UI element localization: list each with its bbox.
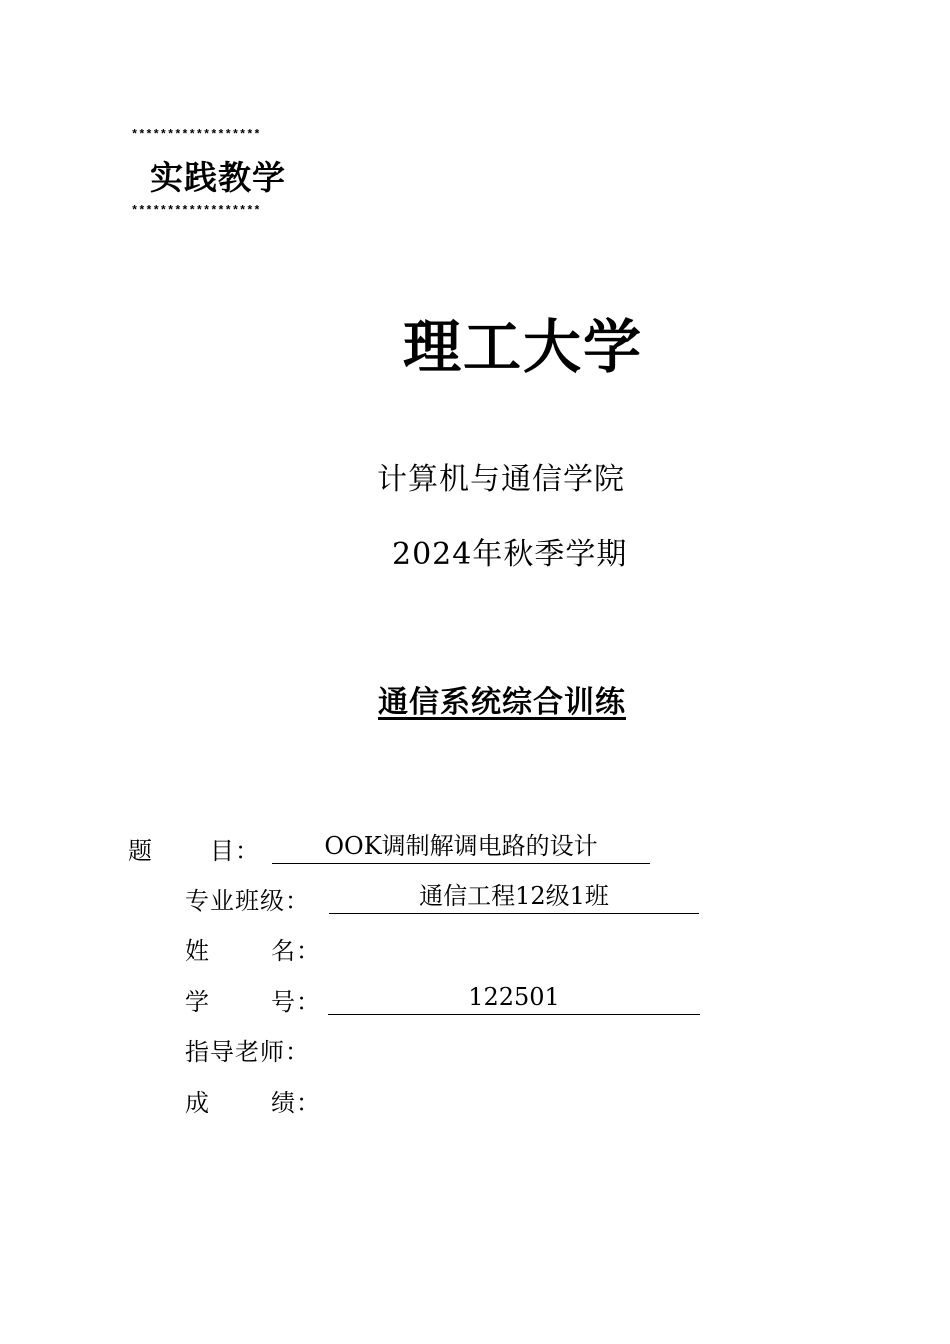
topic-label bbox=[128, 831, 260, 866]
semester: 2024年秋季学期 bbox=[392, 537, 628, 572]
major-class-value: 通信工程12级1班 bbox=[329, 879, 699, 914]
major-class-label: 专业班级： bbox=[185, 887, 310, 915]
topic-label-first: 题 bbox=[128, 837, 153, 865]
college-name: 计算机与通信学院 bbox=[377, 462, 625, 497]
grade-label-first: 成 bbox=[185, 1089, 210, 1117]
student-id-label bbox=[185, 982, 321, 1017]
decorative-stars-top: ****************** bbox=[131, 128, 261, 142]
course-title: 通信系统综合训练 bbox=[378, 685, 626, 720]
student-id-label-second: 号： bbox=[271, 988, 321, 1016]
advisor-label: 指导老师： bbox=[185, 1038, 310, 1066]
name-label bbox=[185, 931, 321, 966]
name-label-second: 名： bbox=[271, 937, 321, 965]
practice-teaching-label: 实践教学 bbox=[150, 158, 286, 197]
student-id-value: 122501 bbox=[328, 980, 700, 1015]
university-name: 理工大学 bbox=[403, 313, 644, 381]
decorative-stars-bottom: ****************** bbox=[131, 204, 261, 218]
grade-label-second: 绩： bbox=[271, 1089, 321, 1117]
grade-label bbox=[185, 1083, 321, 1118]
topic-label-second: 目： bbox=[210, 837, 260, 865]
student-id-label-first: 学 bbox=[185, 988, 210, 1016]
topic-value: OOK调制解调电路的设计 bbox=[272, 829, 650, 864]
name-label-first: 姓 bbox=[185, 937, 210, 965]
